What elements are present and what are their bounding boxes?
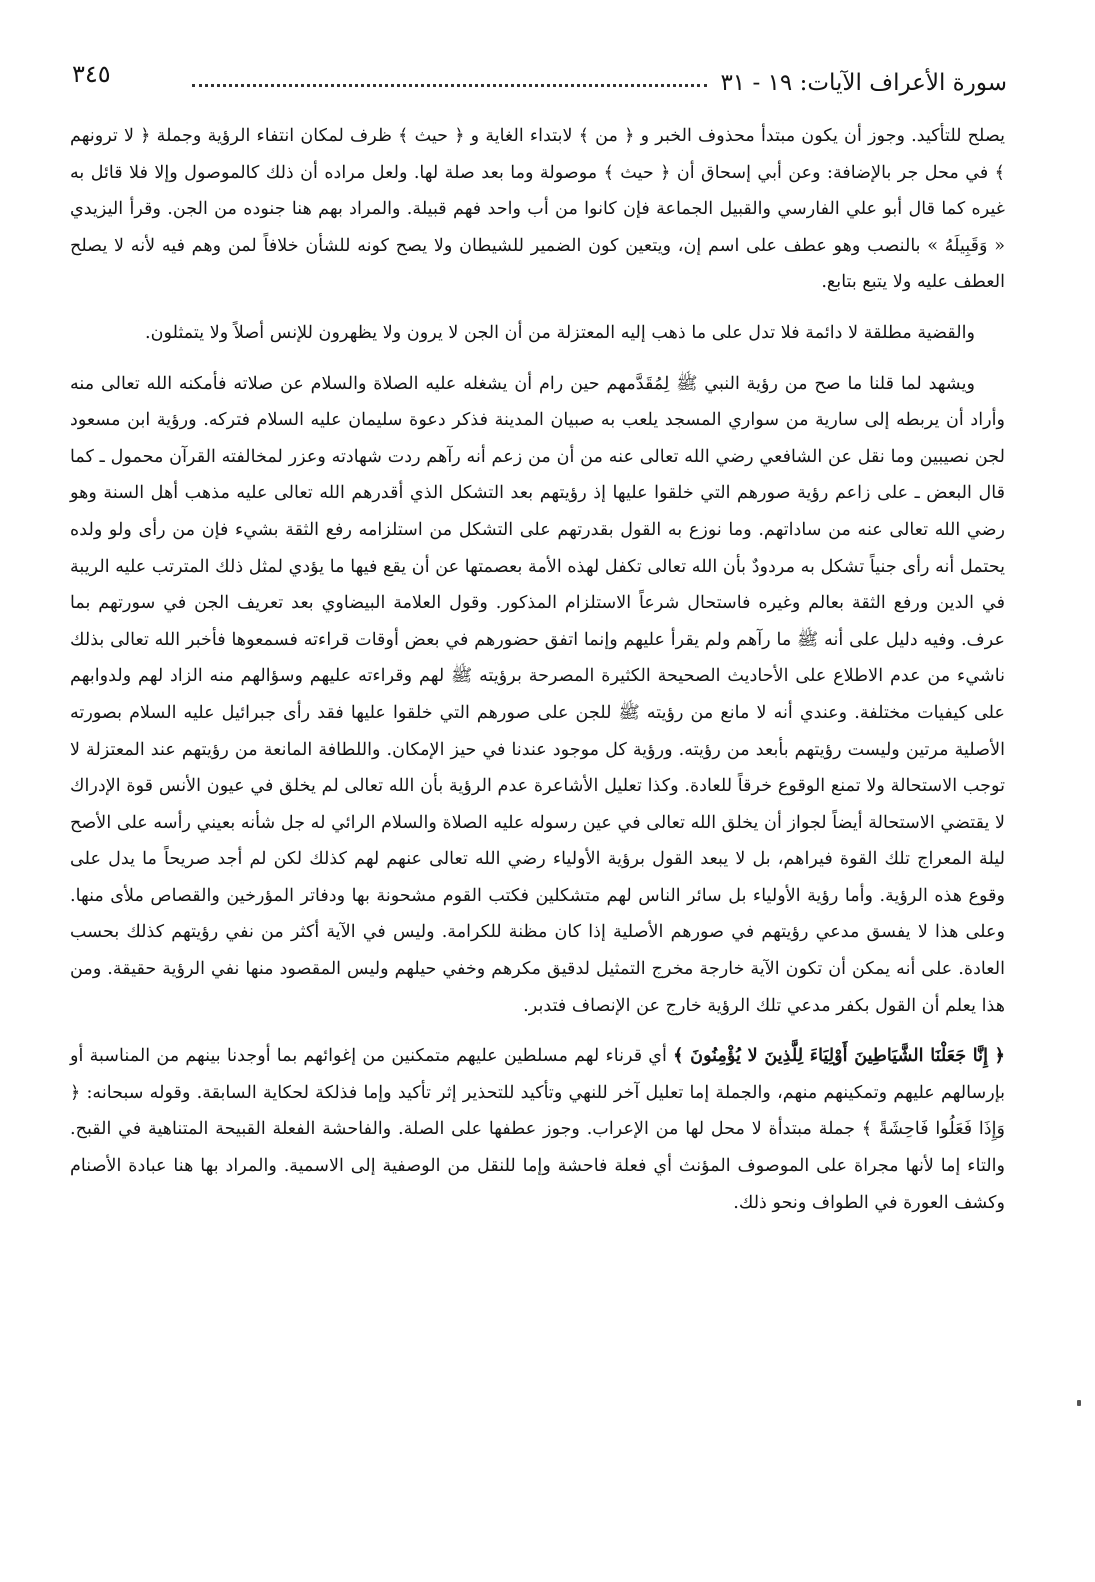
margin-mark xyxy=(1077,1400,1081,1406)
paragraph-2: والقضية مطلقة لا دائمة فلا تدل على ما ذهب إليه المعتزلة من أن الجن لا يرون ولا يظهرون للإنس أصلاً ولا يتمثلون. xyxy=(145,322,975,343)
page-body xyxy=(70,118,1005,1221)
header-dotted-leader xyxy=(192,84,707,87)
quranic-verse: ﴿ إِنَّا جَعَلْنَا الشَّيَاطِينَ أَوْلِيَاءَ لِلَّذِينَ لا يُؤْمِنُونَ ﴾ xyxy=(673,1045,1005,1067)
paragraph-4-text: أي قرناء لهم مسلطين عليهم متمكنين من إغوائهم بما أوجدنا بينهم من المناسبة أو بإرسالهم عليهم وتمكينهم منهم، والجملة إما تعليل آخر للنهي وتأكيد للتحذير إثر تأكيد وإما فذلكة لحكاية السابقة. وقوله سبحانه: ﴿ وَإِذَا فَعَلُوا فَاحِشَةً ﴾ جملة مبتدأة لا محل لها من الإعراب. وجوز عطفها على الصلة. والفاحشة الفعلة القبيحة المتناهية في القبح. والتاء إما لأنها مجراة على الموصوف المؤنث أي فعلة فاحشة وإما للنقل من الوصفية إلى الاسمية. والمراد بها هنا عبادة الأصنام وكشف العورة في الطواف ونحو ذلك. xyxy=(70,1046,1005,1213)
paragraph-4 xyxy=(70,1038,1005,1221)
running-title: سورة الأعراف الآيات: ١٩ - ٣١ xyxy=(720,70,1007,96)
paragraph-3: ويشهد لما قلنا ما صح من رؤية النبي ﷺ لِمُقَدَّمهم حين رام أن يشغله عليه الصلاة والسلام عن صلاته فأمكنه الله تعالى منه وأراد أن يربطه إلى سارية من سواري المسجد يلعب به صبيان المدينة فذكر دعوة سليمان عليه السلام فتركه. ورؤية ابن مسعود لجن نصيبين وما نقل عن الشافعي رضي الله تعالى عنه من أن من زعم أنه رآهم ردت شهادته وعزر لمخالفته القرآن محمول ـ كما قال البعض ـ على زاعم رؤية صورهم التي خلقوا عليها إذ رؤيتهم بعد التشكل الذي أقدرهم الله تعالى عليه مذهب أهل السنة وهو رضي الله تعالى عنه من ساداتهم. وما نوزع به القول بقدرتهم على التشكل من استلزامه رفع الثقة بشيء فإن من رأى ولو ولده يحتمل أنه رأى جنياً تشكل به مردودٌ بأن الله تعالى تكفل لهذه الأمة بعصمتها عن أن يقع فيها ما يؤدي لمثل ذلك المترتب عليه الريبة في الدين ورفع الثقة بعالم وغيره فاستحال شرعاً الاستلزام المذكور. وقول العلامة البيضاوي بعد تعريف الجن في سورتهم بما عرف. وفيه دليل على أنه ﷺ ما رآهم ولم يقرأ عليهم وإنما اتفق حضورهم في بعض أوقات قراءته فسمعوها فأخبر الله تعالى بذلك ناشيء من عدم الاطلاع على الأحاديث الصحيحة الكثيرة المصرحة برؤيته ﷺ لهم وقراءته عليهم وسؤالهم منه الزاد لهم ولدوابهم على كيفيات مختلفة. وعندي أنه لا مانع من رؤيته ﷺ للجن على صورهم التي خلقوا عليها فقد رأى جبرائيل عليه السلام بصورته الأصلية مرتين وليست رؤيتهم بأبعد من رؤيته. ورؤية كل موجود عندنا في حيز الإمكان. واللطافة المانعة من رؤيتهم عند المعتزلة لا توجب الاستحالة ولا تمنع الوقوع خرقاً للعادة. وكذا تعليل الأشاعرة عدم الرؤية بأن الله تعالى لم يخلق في عيون الأنس قوة الإدراك لا يقتضي الاستحالة أيضاً لجواز أن يخلق الله تعالى في عين رسوله عليه الصلاة والسلام الرائي له جل شأنه بعيني رأسه على الأصح ليلة المعراج تلك القوة فيراهم، بل لا يبعد القول برؤية الأولياء رضي الله تعالى عنهم لهم كذلك لكن لم أجد صريحاً ما يدل على وقوع هذه الرؤية. وأما رؤية الأولياء بل سائر الناس لهم متشكلين فكتب القوم مشحونة بها ودفاتر المؤرخين والقصاص ملأى منها. وعلى هذا لا يفسق مدعي رؤيتهم في صورهم الأصلية إذا كان مظنة للكرامة. وليس في الآية أكثر من نفي رؤيتهم كذلك بحسب العادة. على أنه يمكن أن تكون الآية خارجة مخرج التمثيل لدقيق مكرهم وخفي حيلهم وليس المقصود منها نفي الرؤية حقيقة. ومن هذا يعلم أن القول بكفر مدعي تلك الرؤية خارج عن الإنصاف فتدبر. xyxy=(70,373,1006,1016)
page-header xyxy=(72,58,1007,108)
page-number: ٣٤٥ xyxy=(72,60,111,88)
paragraph-1: يصلح للتأكيد. وجوز أن يكون مبتدأ محذوف الخبر و ﴿ من ﴾ لابتداء الغاية و ﴿ حيث ﴾ ظرف لمكان انتفاء الرؤية وجملة ﴿ لا ترونهم ﴾ في محل جر بالإضافة: وعن أبي إسحاق أن ﴿ حيث ﴾ موصولة وما بعد صلة لها. ولعل مراده أن ذلك كالموصول وإلا فلا قائل به غيره كما قال أبو علي الفارسي والقبيل الجماعة فإن كانوا من أب واحد فهم قبيلة. والمراد بهم هنا جنوده من الجن. وقرأ اليزيدي « وَقَبِيلَهُ » بالنصب وهو عطف على اسم إن، ويتعين كون الضمير للشيطان ولا يصح كونه للشأن خلافاً لمن وهم فيه لأنه لا يصلح العطف عليه ولا يتبع بتابع. xyxy=(70,126,1005,293)
